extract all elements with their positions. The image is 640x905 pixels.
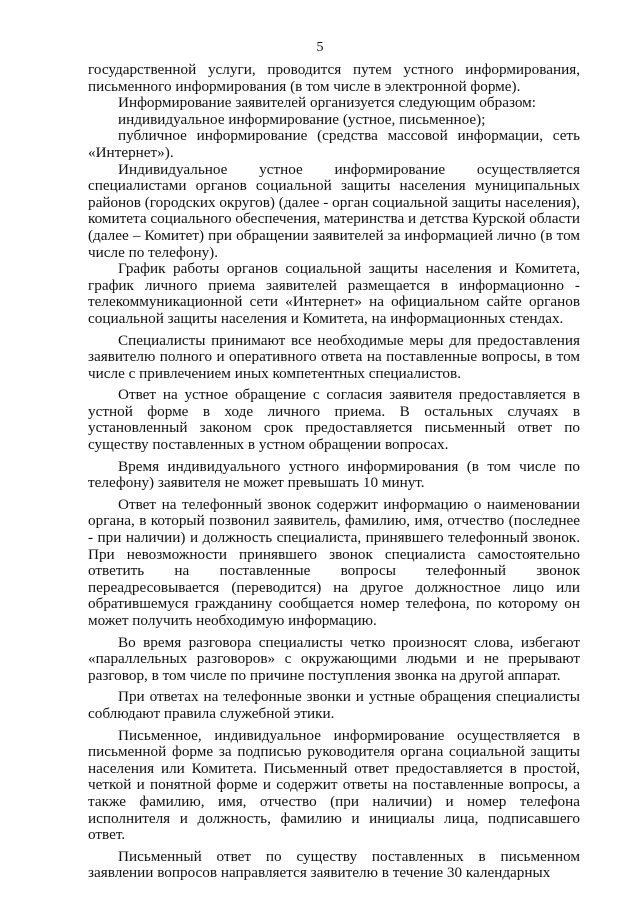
paragraph-7: Специалисты принимают все необходимые меры для предоставления заявителю полного и оперативного ответа на поставленные вопросы, в том числе с привлечением иных компетентных специалистов. bbox=[88, 331, 580, 382]
paragraph-5: Индивидуальное устное информирование осуществляется специалистами органов социальной защиты населения муниципальных районов (городских округов) (далее - орган социальной защиты населения), комитета социального обеспечения, материнства и детства Курской области (далее – Комитет) при обращении заявителей за информацией лично (в том числе по телефону). bbox=[88, 160, 581, 261]
paragraph-9: Время индивидуального устного информирования (в том числе по телефону) заявителя не может превышать 10 минут. bbox=[88, 457, 580, 492]
paragraph-6: График работы органов социальной защиты населения и Комитета, график личного приема заявителей размещается в информационно - телекоммуникационной сети «Интернет» на официальном сайте органов социальной защиты населения и Комитета, на информационных стендах. bbox=[88, 260, 580, 327]
paragraph-12: При ответах на телефонные звонки и устные обращения специалисты соблюдают правила служебной этики. bbox=[88, 688, 580, 722]
paragraph-13: Письменное, индивидуальное информирование осуществляется в письменной форме за подписью руководителя органа социальной защиты населения или Комитета. Письменный ответ предоставляется в простой, четкой и понятной форме и содержит ответы на поставленные вопросы, а также фамилию, имя, отчество (при наличии) и номер телефона исполнителя и должность, фамилию и инициалы лица, подписавшего ответ. bbox=[88, 726, 580, 844]
paragraph-11: Во время разговора специалисты четко произносят слова, избегают «параллельных разговоров» с окружающими людьми и не прерывают разговор, в том числе по причине поступления звонка на другой аппарат. bbox=[88, 633, 580, 684]
paragraph-8: Ответ на устное обращение с согласия заявителя предоставляется в устной форме в ходе личного приема. В остальных случаях в установленный законом срок предоставляется письменный ответ по существу поставленных в устном обращении вопросах. bbox=[88, 386, 580, 454]
paragraph-10: Ответ на телефонный звонок содержит информацию о наименовании органа, в который позвонил заявитель, фамилию, имя, отчество (последнее - при наличии) и должность специалиста, принявшего телефонный звонок. При невозможности принявшего звонок специалиста самостоятельно ответить на поставленные вопросы телефонный звонок переадресовывается (переводится) на другое должностное лицо или обратившемуся гражданину сообщается номер телефона, по которому он может получить необходимую информацию. bbox=[88, 495, 580, 629]
paragraph-3: индивидуальное информирование (устное, письменное); bbox=[118, 110, 486, 128]
paragraph-1: государственной услуги, проводится путем устного информирования, письменного информирования (в том числе в электронной форме). bbox=[88, 61, 580, 95]
paragraph-2: Информирование заявителей организуется следующим образом: bbox=[118, 94, 537, 112]
paragraph-4: публичное информирование (средства массовой информации, сеть «Интернет»). bbox=[88, 127, 580, 161]
paragraph-14: Письменный ответ по существу поставленных в письменном заявлении вопросов направляется заявителю в течение 30 календарных bbox=[88, 847, 580, 882]
page-number: 5 bbox=[316, 40, 324, 55]
document-body bbox=[88, 62, 580, 882]
